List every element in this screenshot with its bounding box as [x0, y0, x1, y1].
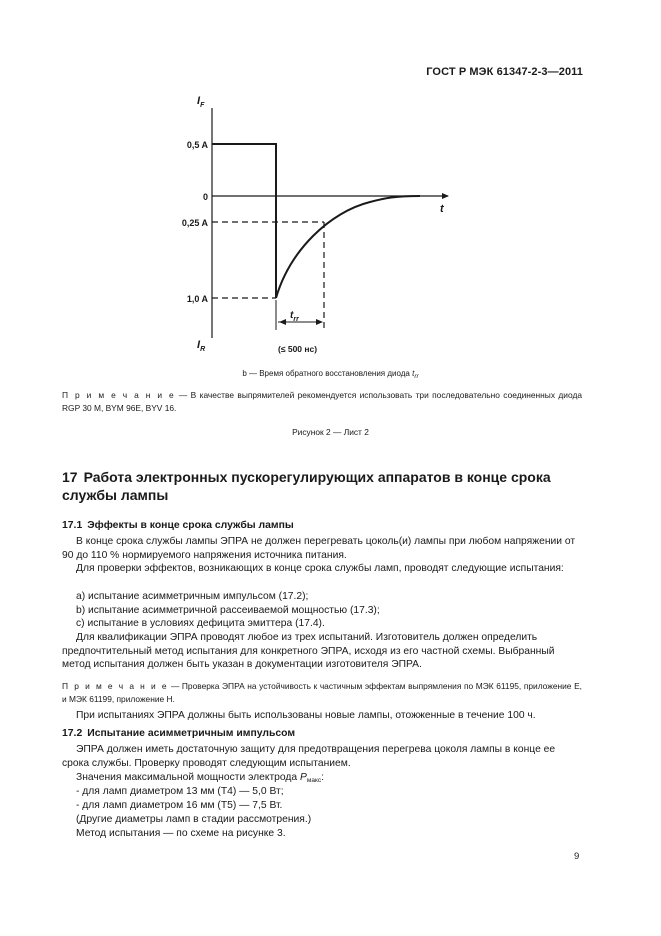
list-item: - для ламп диаметром 16 мм (T5) — 7,5 Вт.: [76, 800, 283, 811]
level-label-05a: 0,5 A: [186, 140, 208, 150]
level-label-0: 0: [202, 192, 208, 202]
forward-pulse: [212, 144, 276, 196]
figure-caption: Рисунок 2 — Лист 2: [292, 427, 369, 437]
recovery-curve: [276, 196, 420, 298]
paragraph: (Другие диаметры ламп в стадии рассмотрения.): [76, 814, 312, 825]
trr-label: $t_{rr}$: [290, 310, 299, 323]
figure-note: П р и м е ч а н и е — В качестве выпрямителей рекомендуется использовать три последовательно соединенных диода RGP 30 M, BYM 96E, BYV 16.: [62, 390, 582, 413]
page-number: 9: [574, 851, 580, 862]
level-label-025a: 0,25 A: [181, 218, 208, 228]
y-top-label: $I_F$: [197, 95, 205, 109]
y-bottom-label: $I_R$: [197, 339, 206, 353]
paragraph: Метод испытания — по схеме на рисунке 3.: [76, 828, 286, 839]
figure-subcaption: b — Время обратного восстановления диода $t_{rr}$: [242, 369, 419, 380]
paragraph: Для проверки эффектов, возникающих в конце срока службы ламп, проводят следующие испытания:: [76, 563, 564, 574]
x-axis-label: t: [440, 203, 444, 215]
diode-recovery-waveform: [0, 0, 661, 370]
subsection-heading-17-1: 17.1 Эффекты в конце срока службы лампы: [62, 520, 294, 531]
list-item: - для ламп диаметром 13 мм (T4) — 5,0 Вт;: [76, 786, 284, 797]
list-item: b) испытание асимметричной рассеиваемой мощностью (17.3);: [76, 605, 380, 616]
list-item: a) испытание асимметричным импульсом (17.2);: [76, 591, 309, 602]
subsection-heading-17-2: 17.2 Испытание асимметричным импульсом: [62, 728, 296, 739]
paragraph: При испытаниях ЭПРА должны быть использованы новые лампы, отожженные в течение 100 ч.: [76, 710, 536, 721]
paragraph: ЭПРА должен иметь достаточную защиту для предотвращения перегрева цоколя лампы в конце ее срока службы. Проверку проводят следующим испытанием.: [62, 744, 556, 769]
level-label-1a: 1,0 A: [186, 294, 208, 304]
section-heading: 17 Работа электронных пускорегулирующих аппаратов в конце срока службы лампы: [62, 469, 551, 503]
trr-limit: (≤ 500 нс): [278, 344, 318, 354]
paragraph: Значения максимальной мощности электрода $P_{макс}$:: [76, 772, 325, 784]
note: П р и м е ч а н и е — Проверка ЭПРА на устойчивость к частичным эффектам выпрямления по МЭК 61195, приложение E, и МЭК 61199, приложение H.: [62, 681, 582, 704]
list-item: c) испытание в условиях дефицита эмиттера (17.4).: [76, 618, 325, 629]
paragraph: В конце срока службы лампы ЭПРА не должен перегревать цоколь(и) лампы при любом напряжении от 90 до 110 % нормируемого напряжения источника питания.: [62, 536, 576, 561]
document-header: ГОСТ Р МЭК 61347-2-3—2011: [426, 66, 583, 78]
paragraph: Для квалификации ЭПРА проводят любое из трех испытаний. Изготовитель должен определить предпочтительный метод испытания для конкретного ЭПРА, исходя из его частной схемы. Выбранный метод испытания должен быть указан в документации изготовителя ЭПРА.: [62, 632, 555, 671]
